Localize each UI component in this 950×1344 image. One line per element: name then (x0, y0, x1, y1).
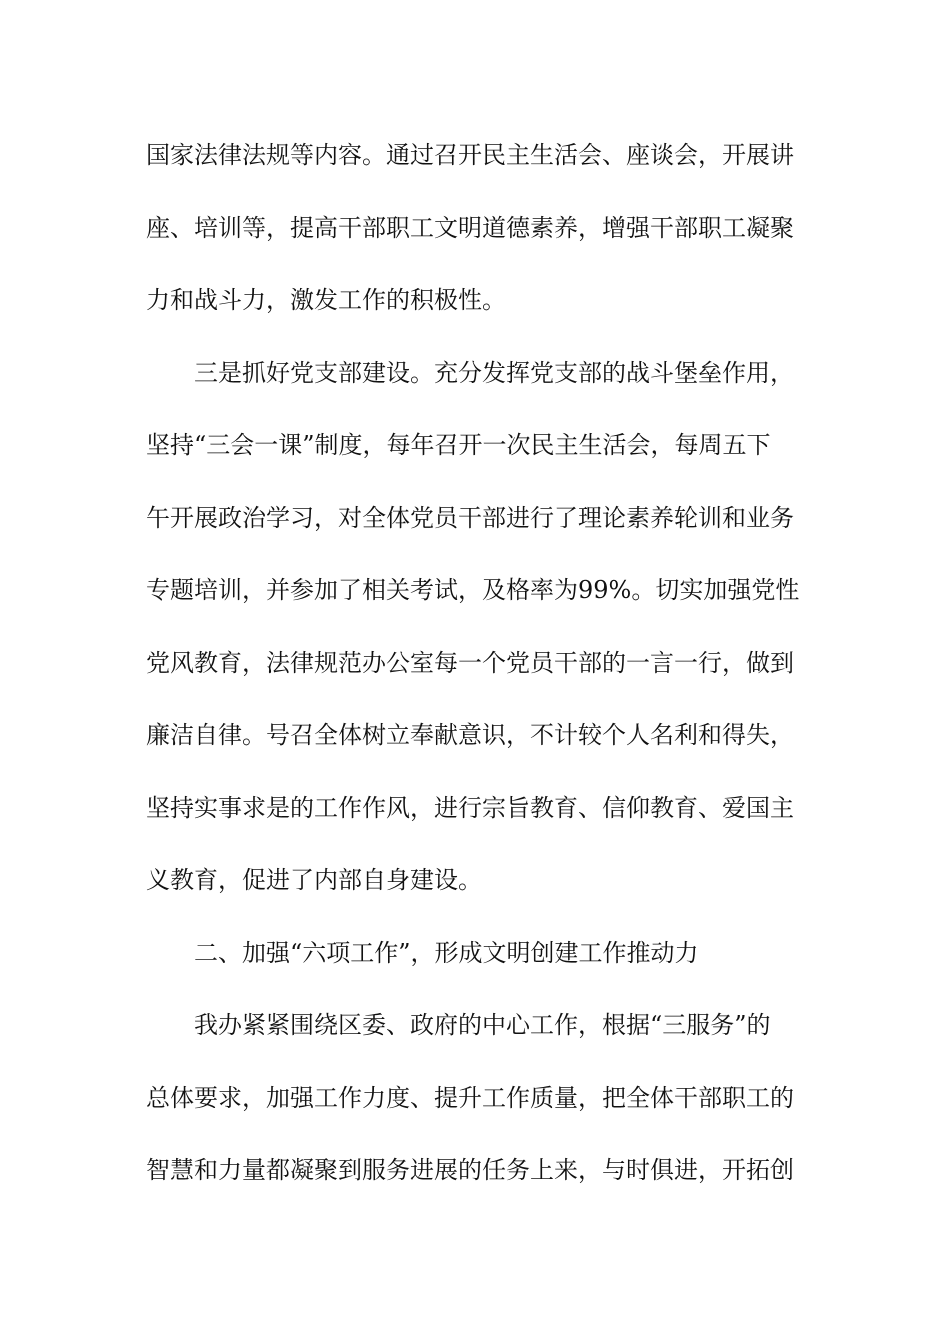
text-line: 力和战斗力，激发工作的积极性。 (146, 286, 506, 314)
text-line: 国家法律法规等内容。通过召开民主生活会、座谈会，开展讲 (146, 141, 794, 169)
text-line: 廉洁自律。号召全体树立奉献意识，不计较个人名利和得失， (146, 721, 794, 749)
text-line: 座、培训等，提高干部职工文明道德素养，增强干部职工凝聚 (146, 213, 794, 242)
text-line: 坚持实事求是的工作作风，进行宗旨教育、信仰教育、爱国主 (146, 793, 794, 822)
text-line: 智慧和力量都凝聚到服务进展的任务上来，与时俱进，开拓创 (146, 1156, 794, 1184)
section-heading: 二、加强“六项工作”，形成文明创建工作推动力 (194, 938, 699, 967)
paragraph-start-line: 我办紧紧围绕区委、政府的中心工作，根据“三服务”的 (194, 1011, 771, 1039)
text-line: 坚持“三会一课”制度，每年召开一次民主生活会，每周五下 (146, 431, 771, 459)
text-line: 总体要求，加强工作力度、提升工作质量，把全体干部职工的 (146, 1083, 794, 1112)
body-text (146, 133, 826, 1221)
text-line: 午开展政治学习，对全体党员干部进行了理论素养轮训和业务 (146, 503, 794, 532)
text-line: 义教育，促进了内部自身建设。 (146, 866, 482, 894)
paragraph-start-line: 三是抓好党支部建设。充分发挥党支部的战斗堡垒作用， (194, 358, 794, 387)
text-line: 专题培训，并参加了相关考试，及格率为99%。切实加强党性 (146, 576, 800, 604)
text-line: 党风教育，法律规范办公室每一个党员干部的一言一行，做到 (146, 648, 794, 677)
